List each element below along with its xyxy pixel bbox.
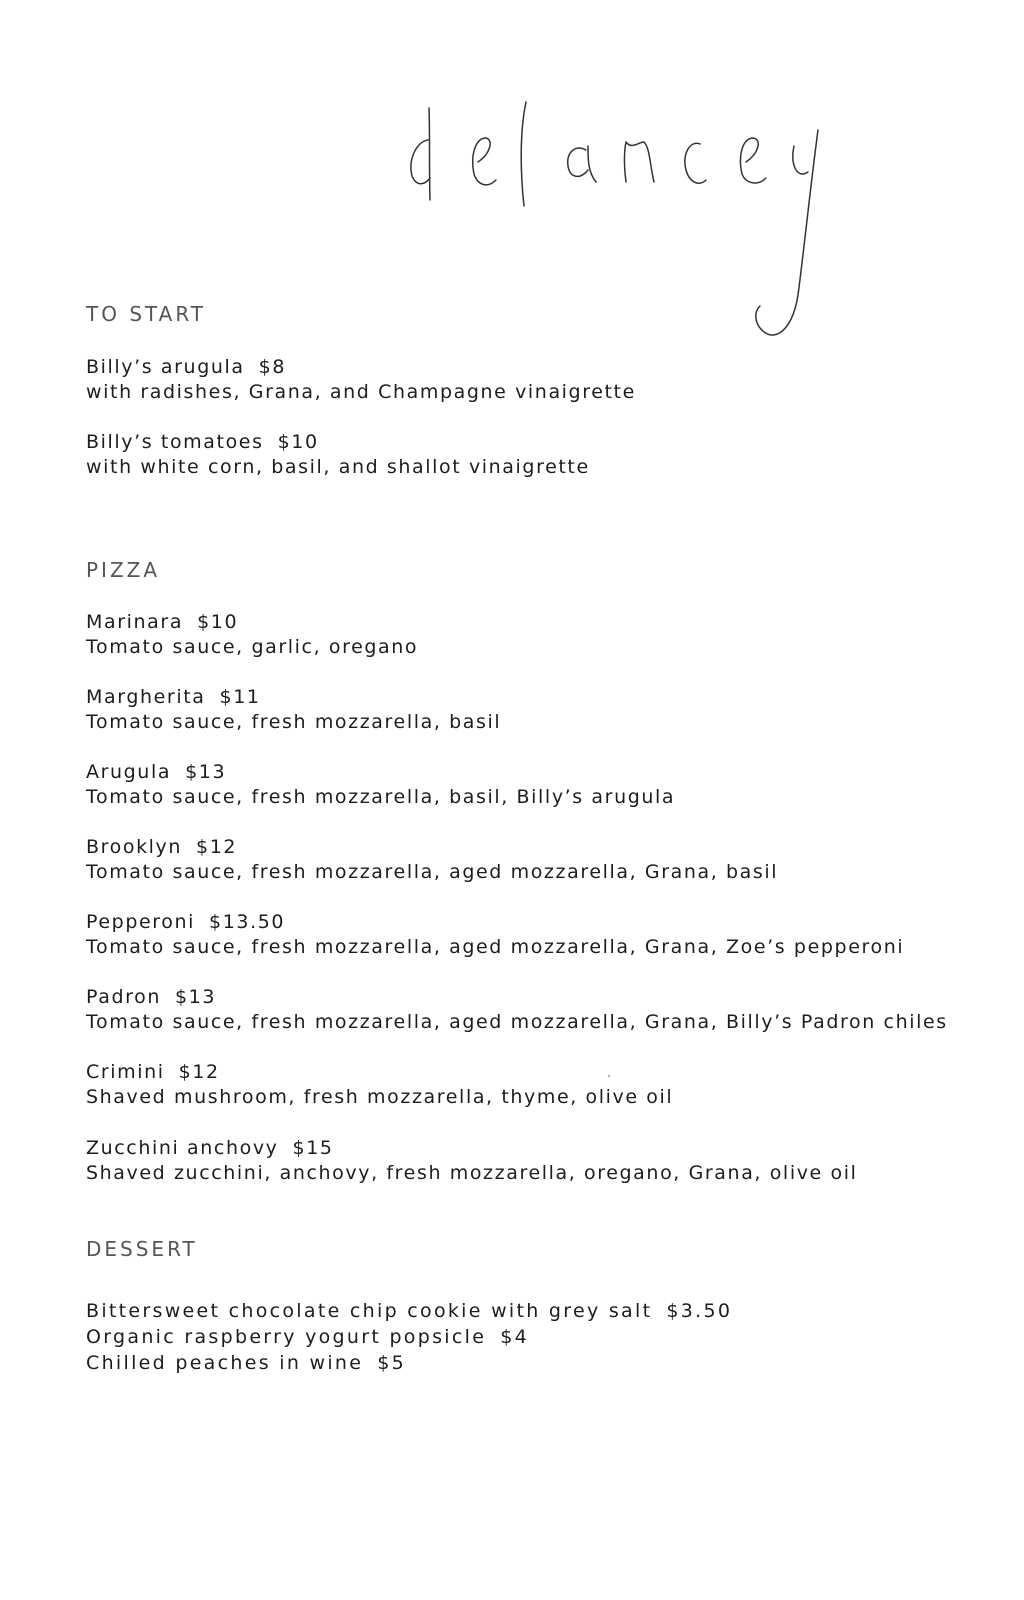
menu-item-price: $13.50 <box>209 911 286 933</box>
menu-item-description: Tomato sauce, fresh mozzarella, aged mozzarella, Grana, basil <box>86 861 779 883</box>
section-heading-pizza: PIZZA <box>86 558 161 582</box>
menu-item <box>86 910 904 960</box>
menu-item-price: $12 <box>178 1061 220 1083</box>
menu-item-description: Tomato sauce, garlic, oregano <box>86 636 419 658</box>
dessert-item-name: Organic raspberry yogurt popsicle <box>86 1326 487 1348</box>
menu-item-price: $10 <box>197 611 239 633</box>
menu-item-price: $12 <box>196 836 238 858</box>
dessert-item <box>86 1350 406 1376</box>
dessert-item-name: Chilled peaches in wine <box>86 1352 364 1374</box>
menu-item-price: $8 <box>258 356 287 378</box>
menu-item-name: Pepperoni <box>86 911 196 933</box>
menu-item-description: Tomato sauce, fresh mozzarella, aged mozzarella, Grana, Billy’s Padron chiles <box>86 1011 948 1033</box>
dessert-item <box>86 1298 732 1324</box>
menu-item-price: $13 <box>185 761 227 783</box>
section-heading-to-start: TO START <box>86 302 207 326</box>
menu-item-name-line <box>86 685 501 710</box>
menu-item-name: Crimini <box>86 1061 165 1083</box>
menu-item-name-line <box>86 985 948 1010</box>
delancey-logo-drawing <box>398 90 848 360</box>
menu-item-description: Tomato sauce, fresh mozzarella, aged mozzarella, Grana, Zoe’s pepperoni <box>86 936 905 958</box>
logo-stroke-e <box>473 138 496 185</box>
menu-item <box>86 985 948 1035</box>
menu-item-name-line <box>86 1136 857 1161</box>
logo-stroke-c <box>685 143 706 183</box>
menu-item-price: $10 <box>277 431 319 453</box>
logo-stroke-n <box>625 142 655 182</box>
logo-stroke-d-bowl <box>411 140 430 184</box>
logo-stroke-e2 <box>740 138 766 183</box>
menu-item-description: Tomato sauce, fresh mozzarella, basil, Billy’s arugula <box>86 786 676 808</box>
menu-item-name: Margherita <box>86 686 206 708</box>
logo-stroke-a-stem <box>588 146 596 182</box>
logo-stroke-d-stem <box>429 108 430 200</box>
menu-item <box>86 685 501 735</box>
dessert-item-name: Bittersweet chocolate chip cookie with grey salt <box>86 1300 653 1322</box>
menu-item-name-line <box>86 355 636 380</box>
menu-item-description: with white corn, basil, and shallot vinaigrette <box>86 456 590 478</box>
menu-item <box>86 610 418 660</box>
menu-item-name: Brooklyn <box>86 836 183 858</box>
logo-stroke-y-tail <box>756 130 818 335</box>
dessert-item <box>86 1324 529 1350</box>
menu-item-description: Shaved zucchini, anchovy, fresh mozzarella, oregano, Grana, olive oil <box>86 1162 858 1184</box>
menu-item-name-line <box>86 910 904 935</box>
menu-item-name: Padron <box>86 986 161 1008</box>
dessert-item-price: $4 <box>500 1326 529 1348</box>
menu-item-name-line <box>86 1060 673 1085</box>
menu-item-name-line <box>86 430 590 455</box>
menu-item-price: $15 <box>292 1137 334 1159</box>
section-heading-dessert: DESSERT <box>86 1237 198 1261</box>
menu-item-name-line <box>86 610 418 635</box>
menu-item-name: Billy’s tomatoes <box>86 431 264 453</box>
menu-item-description: with radishes, Grana, and Champagne vinaigrette <box>86 381 636 403</box>
menu-item <box>86 760 675 810</box>
menu-item-name: Billy’s arugula <box>86 356 245 378</box>
menu-item <box>86 430 590 480</box>
menu-item <box>86 1060 673 1110</box>
menu-item-name-line <box>86 760 675 785</box>
menu-item-description: Shaved mushroom, fresh mozzarella, thyme, olive oil <box>86 1086 674 1108</box>
dessert-item-price: $3.50 <box>666 1300 733 1322</box>
logo-stroke-l <box>521 102 526 206</box>
menu-item <box>86 355 636 405</box>
menu-item-price: $11 <box>219 686 261 708</box>
menu-item-description: Tomato sauce, fresh mozzarella, basil <box>86 711 502 733</box>
menu-item <box>86 1136 857 1186</box>
delancey-logo <box>398 90 848 360</box>
menu-item-price: $13 <box>174 986 217 1008</box>
menu-item-name-line <box>86 835 778 860</box>
dessert-item-price: $5 <box>377 1352 407 1374</box>
menu-item <box>86 835 778 885</box>
logo-stroke-a-bowl <box>568 148 588 176</box>
menu-item-name: Arugula <box>86 761 172 783</box>
menu-item-name: Zucchini anchovy <box>86 1137 279 1159</box>
logo-stroke-y-left <box>793 146 808 174</box>
menu-item-name: Marinara <box>86 611 184 633</box>
